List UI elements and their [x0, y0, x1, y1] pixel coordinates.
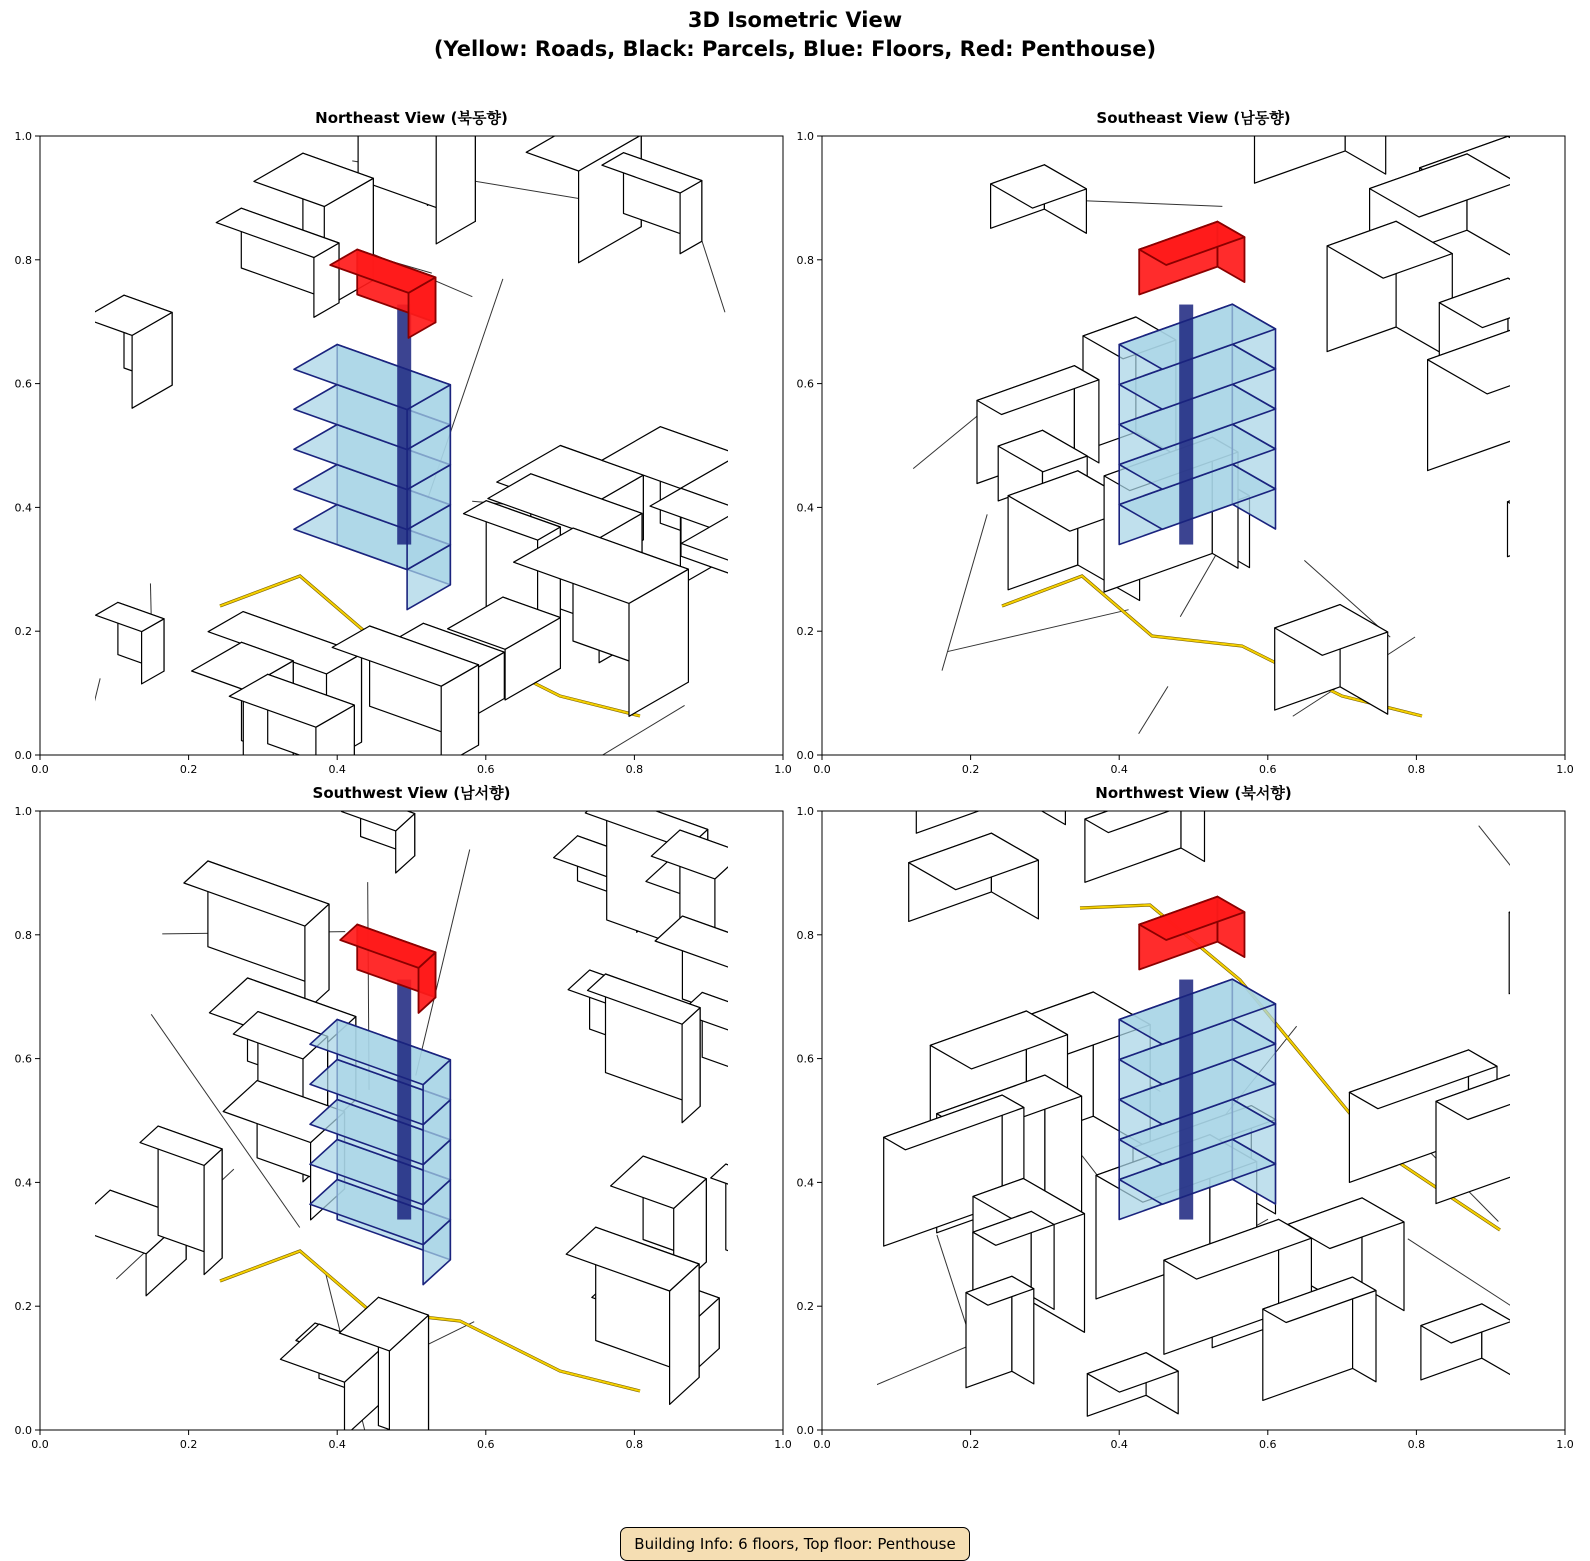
y-tick-label: 0.4 — [15, 1176, 33, 1189]
penthouse — [1139, 222, 1244, 295]
x-tick-label: 0.8 — [1408, 763, 1426, 776]
y-tick-label: 0.6 — [15, 1053, 33, 1066]
southwest-view-panel — [0, 783, 780, 1463]
southeast-view-panel — [782, 108, 1562, 788]
figure-title-line2: (Yellow: Roads, Black: Parcels, Blue: Floors, Red: Penthouse) — [0, 35, 1590, 64]
parcel-building-face-top — [1508, 486, 1590, 529]
y-tick-label: 0.8 — [15, 929, 33, 942]
x-tick-label: 0.4 — [328, 763, 346, 776]
x-tick-label: 0.4 — [1110, 763, 1128, 776]
parcel-building-face-side — [1345, 67, 1386, 175]
plot-area — [15, 65, 872, 869]
scene — [53, 65, 871, 869]
y-tick-label: 0.0 — [797, 749, 815, 762]
parcel-building-face-side — [732, 881, 767, 998]
x-tick-label: 0.6 — [477, 763, 495, 776]
parcel-building — [96, 602, 164, 684]
parcel-building — [1421, 1304, 1512, 1380]
parcel-line — [1479, 826, 1590, 970]
southwest-view-title: Southwest View (남서향) — [40, 783, 783, 803]
parcel-building — [966, 1276, 1034, 1387]
parcel-building-face-front — [1509, 873, 1590, 994]
x-tick-label: 0.0 — [813, 763, 831, 776]
x-tick-label: 0.2 — [962, 763, 980, 776]
parcel-building-face-top — [1509, 873, 1590, 939]
y-tick-label: 0.6 — [797, 378, 815, 391]
northwest-view-plot — [782, 783, 1562, 1463]
southeast-view-title: Southeast View (남동향) — [822, 108, 1565, 128]
x-tick-label: 0.4 — [1110, 1438, 1128, 1451]
y-tick-label: 0.2 — [797, 1300, 815, 1313]
parcel-building — [1087, 1353, 1178, 1417]
parcel-building-face-side — [1508, 278, 1551, 392]
x-tick-label: 0.4 — [328, 1438, 346, 1451]
northeast-view-title: Northeast View (북동향) — [40, 108, 783, 128]
x-tick-label: 1.0 — [774, 763, 792, 776]
figure-title-line1: 3D Isometric View — [0, 6, 1590, 35]
parcel-building — [1085, 785, 1205, 882]
parcel-building-face-side — [1551, 486, 1590, 568]
elevator-core — [397, 305, 411, 545]
elevator-core — [1179, 305, 1193, 545]
y-tick-label: 0.0 — [15, 1424, 33, 1437]
parcel-building-face-side — [682, 1008, 700, 1123]
parcel-building — [1508, 486, 1590, 568]
parcel-building-face-side — [1508, 136, 1555, 207]
x-tick-label: 1.0 — [774, 1438, 792, 1451]
parcel-building-face-side — [204, 1149, 222, 1275]
parcel-building-face-side — [1181, 785, 1205, 862]
x-tick-label: 1.0 — [1556, 763, 1574, 776]
x-tick-label: 0.8 — [626, 763, 644, 776]
parcel-building-face-top — [319, 66, 475, 130]
y-tick-label: 0.8 — [15, 254, 33, 267]
parcel-building-face-front — [1508, 486, 1552, 557]
y-tick-label: 1.0 — [797, 805, 815, 818]
x-tick-label: 0.8 — [626, 1438, 644, 1451]
parcel-building — [342, 794, 415, 873]
building-info-box: Building Info: 6 floors, Top floor: Penthouse — [620, 1527, 970, 1561]
parcel-building-face-side — [1529, 324, 1589, 469]
y-tick-label: 0.4 — [797, 501, 815, 514]
y-tick-label: 0.8 — [797, 254, 815, 267]
parcel-line — [853, 1343, 975, 1394]
x-tick-label: 0.0 — [31, 763, 49, 776]
y-tick-label: 0.6 — [15, 378, 33, 391]
parcel-building-face-side — [740, 520, 771, 606]
parcel-building — [84, 295, 172, 408]
scene — [913, 67, 1590, 734]
x-tick-label: 0.0 — [31, 1438, 49, 1451]
y-tick-label: 1.0 — [797, 130, 815, 143]
x-tick-label: 0.2 — [180, 1438, 198, 1451]
y-tick-label: 0.6 — [797, 1053, 815, 1066]
y-tick-label: 0.2 — [15, 625, 33, 638]
y-tick-label: 0.0 — [15, 749, 33, 762]
y-tick-label: 0.0 — [797, 1424, 815, 1437]
parcel-building-face-front — [1255, 67, 1346, 184]
parcel-line — [947, 610, 1129, 652]
northwest-view-panel — [782, 783, 1562, 1463]
southeast-view-plot — [782, 108, 1562, 788]
x-tick-label: 0.0 — [813, 1438, 831, 1451]
parcel-building — [991, 165, 1087, 234]
x-tick-label: 0.2 — [180, 763, 198, 776]
scene — [853, 714, 1590, 1416]
x-tick-label: 0.6 — [1259, 763, 1277, 776]
figure-title — [0, 6, 1590, 64]
northeast-view-panel — [0, 108, 780, 788]
parcel-building-face-side — [436, 107, 475, 244]
parcel-building-face-top — [1255, 67, 1386, 123]
parcel-building-face-side — [741, 1014, 763, 1099]
elevator-core — [1179, 980, 1193, 1220]
parcel-line — [913, 413, 981, 469]
northwest-view-title: Northwest View (북서향) — [822, 783, 1565, 803]
southwest-view-plot — [0, 783, 780, 1463]
elevator-core — [397, 980, 411, 1220]
plot-area — [797, 714, 1590, 1451]
parcel-line — [1139, 686, 1168, 733]
y-tick-label: 1.0 — [15, 805, 33, 818]
parcel-building — [909, 833, 1039, 921]
penthouse — [340, 925, 435, 1013]
northeast-view-plot — [0, 108, 780, 788]
plot-area — [797, 67, 1590, 777]
x-tick-label: 0.6 — [1259, 1438, 1277, 1451]
x-tick-label: 0.2 — [962, 1438, 980, 1451]
y-tick-label: 0.2 — [797, 625, 815, 638]
parcel-building-face-front — [1085, 785, 1181, 882]
parcel-building-face-side — [1534, 1066, 1566, 1187]
y-tick-label: 0.4 — [797, 1176, 815, 1189]
x-tick-label: 0.8 — [1408, 1438, 1426, 1451]
parcel-building — [1255, 67, 1386, 184]
parcel-building — [1275, 605, 1388, 715]
y-tick-label: 0.8 — [797, 929, 815, 942]
x-tick-label: 1.0 — [1556, 1438, 1574, 1451]
x-tick-label: 0.6 — [477, 1438, 495, 1451]
y-tick-label: 0.2 — [15, 1300, 33, 1313]
parcel-line — [150, 583, 151, 613]
y-tick-label: 0.4 — [15, 501, 33, 514]
parcel-building — [1509, 873, 1590, 994]
parcel-building-face-side — [758, 953, 785, 1061]
y-tick-label: 1.0 — [15, 130, 33, 143]
